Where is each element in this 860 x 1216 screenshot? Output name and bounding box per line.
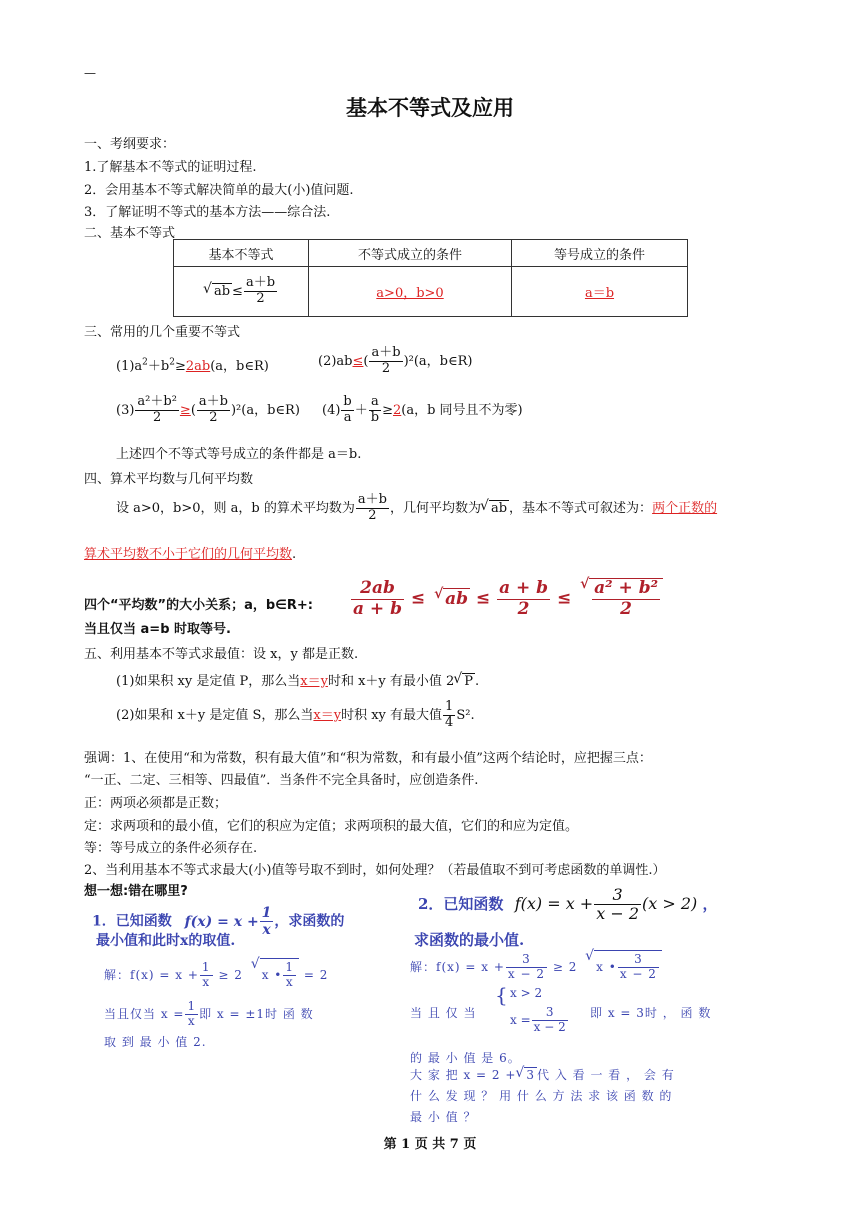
s3-note: 上述四个不等式等号成立的条件都是 a＝b. bbox=[116, 447, 362, 462]
answer-2: 2 bbox=[393, 402, 402, 418]
s1-item-2: 2．会用基本不等式解决简单的最大(小)值问题. bbox=[84, 183, 354, 198]
header-mark: — bbox=[84, 66, 96, 80]
s4-paragraph: 设 a>0，b>0，则 a，b 的算术平均数为 $\frac{a+b}{2}$ ，几何平均数为√ ab ，基本不等式可叙述为：两个正数的 bbox=[116, 493, 717, 524]
section-2-heading: 二、基本不等式 bbox=[84, 226, 176, 241]
ex2-title-2: 求函数的最小值. bbox=[414, 931, 525, 949]
answer-ge: ≥ bbox=[179, 402, 191, 418]
td-condition: a>0，b>0 bbox=[309, 267, 512, 317]
formula-4: (4) $\frac{b}{a}$ ＋ $\frac{a}{b}$ ≥2(a，b 同号且不为零) bbox=[322, 394, 523, 425]
think-heading: 想一想:错在哪里? bbox=[84, 884, 188, 899]
emph-line-5: 等：等号成立的条件必须存在. bbox=[84, 841, 258, 856]
th-equality: 等号成立的条件 bbox=[512, 240, 688, 267]
ex1-solution: 解：f(x) = x + $\frac{1}{x}$ ≥ 2 √ x • $\frac{1}{x}$ = 2 bbox=[104, 958, 328, 990]
formula-2: (2)ab≤( $\frac{a+b}{2}$ )²(a，b∈R) bbox=[318, 345, 473, 376]
ex2-brace: { bbox=[495, 983, 508, 1007]
means-formula: $\frac{2ab}{a + b}$ ≤ √ ab ≤ $\frac{a + b}{2}$ ≤ √ $\frac{\text{a² + b²}}{2}$ bbox=[350, 578, 663, 619]
emph-line-4: 定：求两项和的最小值，它们的积应为定值；求两项积的最大值，它们的和应为定值。 bbox=[84, 819, 579, 834]
ex2-line-2-post: 即 x = 3时 ， 函 数 bbox=[590, 1006, 712, 1020]
le-sign: ≤ bbox=[232, 284, 243, 299]
s4-paragraph-cont: 算术平均数不小于它们的几何平均数. bbox=[84, 547, 297, 562]
s5-point-2: (2)如果和 x＋y 是定值 S，那么当x＝y时积 xy 有最大值 $\frac{1}{4}$ S². bbox=[116, 699, 475, 730]
ex2-cond-1: x > 2 bbox=[510, 986, 543, 1000]
section-4-heading: 四、算术平均数与几何平均数 bbox=[84, 472, 254, 487]
ex2-line-3: 的 最 小 值 是 6。 bbox=[410, 1051, 521, 1065]
emph-line-6: 2、当利用基本不等式求最大(小)值等号取不到时，如何处理？（若最值取不到可考虑函数的单调性.） bbox=[84, 863, 666, 878]
sqrt-ab: √ ab bbox=[212, 283, 232, 299]
ex2-line-6: 最 小 值 ？ bbox=[410, 1110, 477, 1124]
ex1-line-2: 当且仅当 x = $\frac{1}{x}$ 即 x = ±1时 函 数 bbox=[104, 999, 314, 1028]
td-equality: a＝b bbox=[512, 267, 688, 317]
formula-1: $(1)a^2+b^2\ge 2ab(a$，b∈R) bbox=[116, 357, 269, 374]
s1-item-3: 3．了解证明不等式的基本方法——综合法. bbox=[84, 205, 331, 220]
s4-answer-part2: 算术平均数不小于它们的几何平均数 bbox=[84, 547, 293, 562]
answer-le: ≤ bbox=[352, 353, 364, 369]
section-1-heading: 一、考纲要求： bbox=[84, 137, 176, 152]
inequality-table bbox=[173, 239, 688, 317]
emph-line-2: “一正、二定、三相等、四最值”．当条件不完全具备时，应创造条件. bbox=[84, 773, 479, 788]
td-inequality bbox=[174, 267, 309, 317]
ex1-line-3: 取 到 最 小 值 2. bbox=[104, 1035, 207, 1049]
th-condition: 不等式成立的条件 bbox=[309, 240, 512, 267]
ex1-title-2: 最小值和此时x的取值. bbox=[96, 933, 236, 949]
section-3-heading: 三、常用的几个重要不等式 bbox=[84, 325, 241, 340]
section-5-heading: 五、利用基本不等式求最值：设 x，y 都是正数. bbox=[84, 647, 359, 662]
fraction: $\frac{a+b}{2}$ bbox=[245, 275, 276, 306]
ex2-title: 2．已知函数 f(x) = x + $\frac{3}{x - 2}$ (x > 2) ， bbox=[418, 885, 718, 924]
ex2-cond-2: x = $\frac{3}{x - 2}$ bbox=[510, 1005, 566, 1034]
emph-line-1: 强调：1、在使用“和为常数，积有最大值”和“积为常数，和有最小值”这两个结论时，应把握三点： bbox=[84, 751, 652, 766]
ex1-title: 1．已知函数 f(x) = x + $\frac{1}{x}$ ，求函数的 bbox=[92, 905, 345, 939]
page-title: 基本不等式及应用 bbox=[346, 96, 514, 120]
ex2-line-5: 什 么 发 现 ？ 用 什 么 方 法 求 该 函 数 的 bbox=[410, 1089, 673, 1103]
s1-item-1: 1.了解基本不等式的证明过程. bbox=[84, 160, 257, 175]
page-footer: 第 1 页 共 7 页 bbox=[383, 1137, 477, 1152]
means-label: 四个“平均数”的大小关系；a，b∈R+: bbox=[84, 598, 313, 613]
ex2-condition-label: 当 且 仅 当 bbox=[410, 1006, 477, 1020]
s4-answer-part1: 两个正数的 bbox=[652, 500, 718, 516]
means-eq-note: 当且仅当 a=b 时取等号. bbox=[84, 622, 231, 637]
ex2-solution: 解：f(x) = x + $\frac{3}{x - 2}$ ≥ 2 √ x • $\frac{3}{x - 2}$ bbox=[410, 950, 662, 982]
answer-2ab: 2ab bbox=[185, 359, 211, 374]
emph-line-3: 正：两项必须都是正数； bbox=[84, 796, 228, 811]
s5-point-1: (1)如果积 xy 是定值 P，那么当x＝y时和 x＋y 有最小值 2√ P . bbox=[116, 670, 479, 689]
ex2-line-4: 大 家 把 x = 2 +√ 3 代 入 看 一 看 ， 会 有 bbox=[410, 1066, 675, 1083]
th-inequality: 基本不等式 bbox=[174, 240, 309, 267]
formula-3: (3) $\frac{\text{a²＋b²}}{2}$ ≥( $\frac{a+b}{2}$ )²(a，b∈R) bbox=[116, 394, 300, 425]
